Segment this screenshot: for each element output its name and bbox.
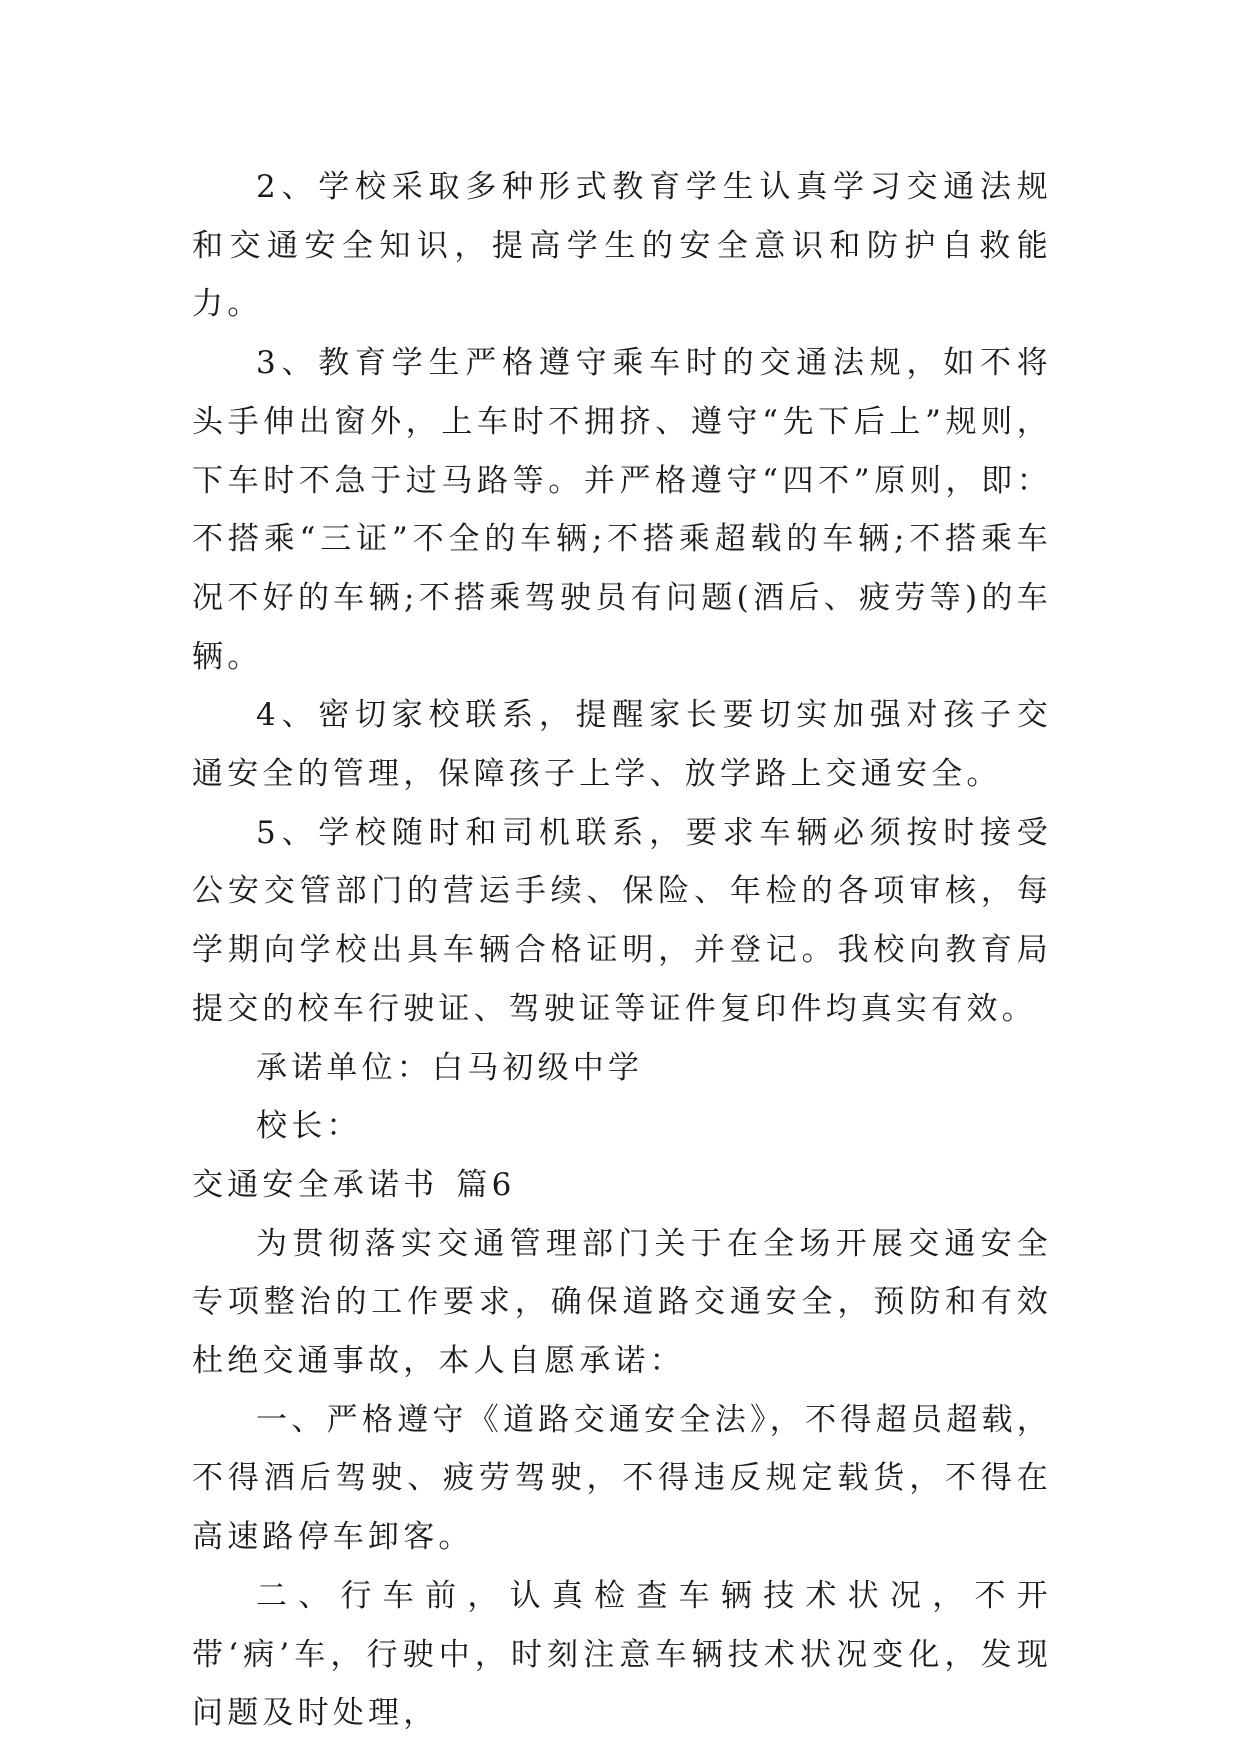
- document-body: [192, 158, 1052, 1743]
- paragraph-item-2: 2、学校采取多种形式教育学生认真学习交通法规和交通安全知识，提高学生的安全意识和防护自救能力。: [192, 169, 1052, 323]
- paragraph-item-5: 5、学校随时和司机联系，要求车辆必须按时接受公安交管部门的营运手续、保险、年检的各项审核，每学期向学校出具车辆合格证明，并登记。我校向教育局提交的校车行驶证、驾驶证等证件复印件均真实有效。: [192, 814, 1052, 1027]
- principal-line: 校长：: [256, 1108, 362, 1145]
- section-heading: [192, 1156, 1052, 1215]
- paragraph-item-3: 3、教育学生严格遵守乘车时的交通法规，如不将头手伸出窗外，上车时不拥挤、遵守“先下后上”规则，下车时不急于过马路等。并严格遵守“四不”原则，即：不搭乘“三证”不全的车辆;不搭乘超载的车辆;不搭乘车况不好的车辆;不搭乘驾驶员有问题(酒后、疲劳等)的车辆。: [192, 345, 1052, 675]
- clause-two: 二、行车前，认真检查车辆技术状况，不开带‘病’车，行驶中，时刻注意车辆技术状况变化，发现问题及时处理，: [192, 1577, 1052, 1732]
- section-title: 交通安全承诺书: [192, 1166, 439, 1203]
- promise-unit-line: 承诺单位：白马初级中学: [256, 1049, 644, 1086]
- clause-one: 一、严格遵守《道路交通安全法》，不得超员超载，不得酒后驾驶、疲劳驾驶，不得违反规定载货，不得在高速路停车卸客。: [192, 1401, 1052, 1556]
- paragraph-item-4: 4、密切家校联系，提醒家长要切实加强对孩子交通安全的管理，保障孩子上学、放学路上交通安全。: [192, 697, 1052, 793]
- section-number: 篇6: [456, 1166, 516, 1203]
- intro-paragraph: 为贯彻落实交通管理部门关于在全场开展交通安全专项整治的工作要求，确保道路交通安全，预防和有效杜绝交通事故，本人自愿承诺：: [192, 1225, 1052, 1380]
